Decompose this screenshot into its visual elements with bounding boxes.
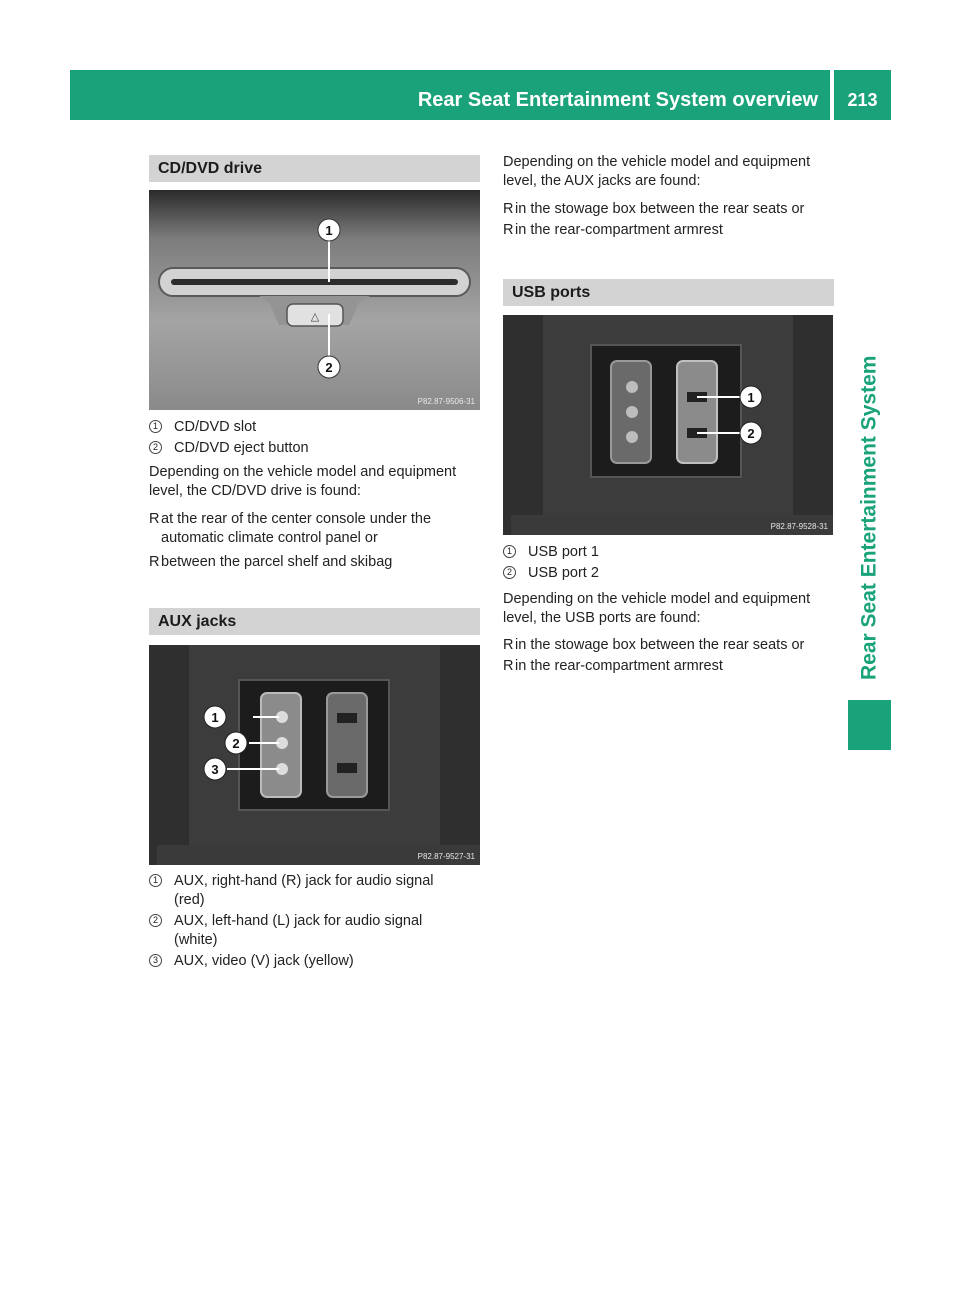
item-number: 3 (149, 954, 162, 967)
item-number: 1 (503, 545, 516, 558)
paragraph-line: Depending on the vehicle model and equipment (149, 464, 457, 480)
photo-code: P82.87-9528-31 (770, 522, 828, 531)
item-text: AUX, right-hand (R) jack for audio signal (174, 873, 434, 889)
section-heading-usb: USB ports (503, 279, 834, 306)
section-heading-cd-dvd: CD/DVD drive (149, 155, 480, 182)
bullet-text: in the rear-compartment armrest (515, 658, 723, 674)
paragraph-line: Depending on the vehicle model and equipment (503, 154, 811, 170)
list-item (503, 564, 834, 583)
item-number: 1 (149, 874, 162, 887)
section-heading-aux: AUX jacks (149, 608, 480, 635)
list-item (149, 952, 480, 971)
item-text: (red) (174, 892, 205, 908)
item-text: CD/DVD eject button (174, 440, 309, 456)
bullet-text: in the stowage box between the rear seats or (515, 637, 805, 653)
list-item (149, 418, 480, 437)
bullet-marker: R (503, 658, 514, 674)
callout-1: 1 (325, 223, 333, 238)
list-item (149, 912, 480, 950)
item-text: AUX, video (V) jack (yellow) (174, 953, 354, 969)
bullet-item (503, 636, 834, 655)
cd-dvd-drive-photo (149, 190, 480, 410)
bullet-item (149, 510, 480, 548)
paragraph-line: level, the CD/DVD drive is found: (149, 483, 361, 499)
bullet-item (503, 221, 834, 240)
bullet-text: in the stowage box between the rear seats or (515, 201, 805, 217)
bullet-text: at the rear of the center console under the (161, 511, 432, 527)
bullet-marker: R (149, 554, 160, 570)
item-text: CD/DVD slot (174, 419, 257, 435)
bullet-marker: R (149, 511, 160, 527)
photo-code: P82.87-9506-31 (417, 397, 475, 406)
item-number: 2 (503, 566, 516, 579)
paragraph-line: level, the AUX jacks are found: (503, 173, 701, 189)
usb-ports-photo (503, 315, 833, 535)
photo-code: P82.87-9527-31 (417, 852, 475, 861)
item-text: AUX, left-hand (L) jack for audio signal (174, 913, 423, 929)
bullet-text: automatic climate control panel or (161, 530, 378, 546)
paragraph-line: level, the USB ports are found: (503, 610, 701, 626)
page-number: 213 (834, 70, 891, 120)
side-tab-label: Rear Seat Entertainment System (857, 355, 881, 680)
bullet-item (503, 200, 834, 219)
bullet-item (503, 657, 834, 676)
callout-3: 3 (211, 762, 219, 777)
item-text: (white) (174, 932, 218, 948)
list-item (503, 543, 834, 562)
item-text: USB port 2 (528, 565, 599, 581)
callout-1: 1 (747, 390, 755, 405)
side-tab-marker (848, 700, 891, 750)
paragraph-line: Depending on the vehicle model and equipment (503, 591, 811, 607)
callout-2: 2 (232, 736, 240, 751)
item-number: 1 (149, 420, 162, 433)
callout-2: 2 (747, 426, 755, 441)
aux-jacks-photo (149, 645, 480, 865)
svg-text:△: △ (310, 311, 320, 323)
list-item (149, 439, 480, 458)
bullet-marker: R (503, 201, 514, 217)
item-number: 2 (149, 441, 162, 454)
item-number: 2 (149, 914, 162, 927)
bullet-marker: R (503, 637, 514, 653)
callout-2: 2 (325, 360, 333, 375)
bullet-item (149, 553, 480, 572)
bullet-text: in the rear-compartment armrest (515, 222, 723, 238)
bullet-marker: R (503, 222, 514, 238)
bullet-text: between the parcel shelf and skibag (161, 554, 393, 570)
callout-1: 1 (211, 710, 219, 725)
list-item (149, 872, 480, 910)
item-text: USB port 1 (528, 544, 599, 560)
page-title: Rear Seat Entertainment System overview (417, 89, 818, 111)
